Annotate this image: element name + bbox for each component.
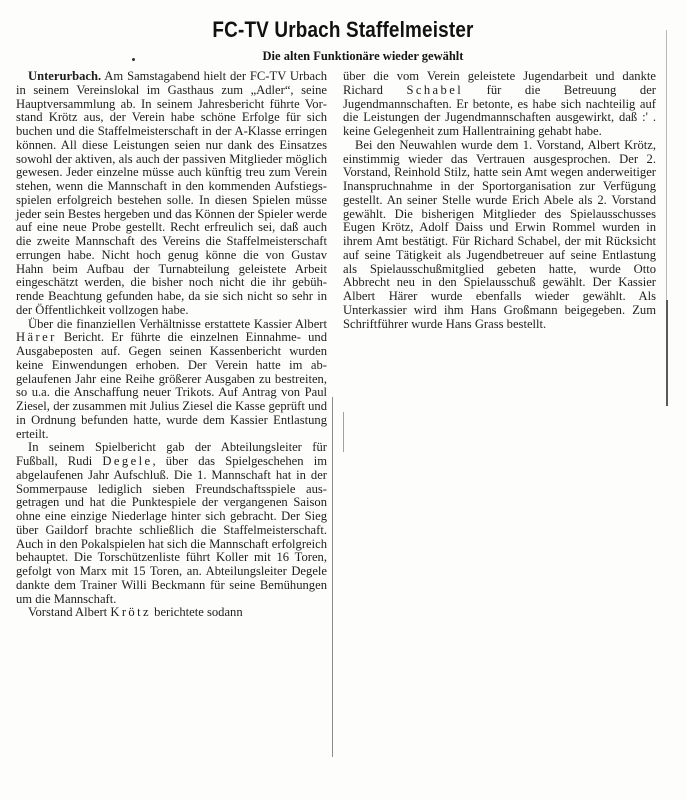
subheadline: Die alten Funktionäre wieder gewählt bbox=[262, 49, 464, 63]
paragraph bbox=[16, 441, 327, 606]
left-column bbox=[16, 70, 327, 620]
paragraph-text: Bericht. Er führte die einzelnen Einnahme- und Ausgabeposten auf. Gegen seinen Kassenbericht wurden keine Einwendungen erhoben. Der Verein hatte im abgelaufenen Jahr eine Reihe größerer Ausgaben zu bestreiten, so u.a. die Anschaffung neuer Trikots. Auf Antrag von Paul Ziesel, der zusammen mit Julius Ziesel die Kasse geprüft und in Ordnung befunden hatte, wurde dem Kassier Entlastung erteilt. bbox=[16, 330, 327, 441]
paragraph-text: für die Betreuung der Jugendmannschaften. Er betonte, es habe sich nachteilig auf die Leistungen der Jugendmannschaften ausgewirkt, daß :' . keine Gelegenheit zum Hallentraining gehabt habe. bbox=[343, 82, 656, 138]
paragraph: Bei den Neuwahlen wurde dem 1. Vorstand, Albert Krötz, einstimmig wieder das Vertrauen ausgesprochen. Der 2. Vorstand, Reinhold Stilz, hatte sein Amt wegen anderweitiger Inanspruchnahme in der Sportorganisation zur Verfügung gestellt. An seiner Stelle wurde Erich Abele als 2. Vorstand gewählt. Die bisherigen Mitglieder des Spielausschusses Eugen Krötz, Adolf Daiss und Erwin Rommel wurden in ihrem Amt bestätigt. Für Richard Schabel, der mit Rücksicht auf seine Tätigkeit als Jugendbetreuer auf seine Entlastung als Spielausschußmitglied gebeten hatte, wurde Otto Abbrecht neu in den Spielausschuß gewählt. Der Kassier Albert Härer wurde ebenfalls wieder gewählt. Als Unterkassier wird ihm Hans Großmann beigegeben. Zum Schriftführer wurde Hans Grass bestellt. bbox=[343, 137, 656, 331]
paragraph-text: In seinem Spielbericht gab der Abteilungsleiter für Fußball, Rudi bbox=[16, 440, 327, 468]
paragraph-text: Über die finanziellen Verhältnisse erstattete Kassier Albert bbox=[28, 316, 327, 331]
paragraph-text: über die vom Verein geleistete Jugendarbeit und dankte Richard bbox=[343, 69, 656, 97]
person-name: Schabel bbox=[406, 82, 464, 97]
dateline: Unterurbach. bbox=[28, 69, 102, 83]
paragraph bbox=[16, 70, 327, 318]
column-rule bbox=[332, 397, 333, 757]
person-name: Härer bbox=[16, 330, 57, 345]
paragraph-text: Am Samstagabend hielt der FC-TV Urbach in seinem Vereinslokal im Gasthaus zum „Adler“, seine Hauptversammlung ab. In seinem Jahresbericht führte Vorstand Krötz aus, der Verein habe schöne Erfolge für sich buchen und die Staffelmeisterschaft in der A-Klasse erringen können. All diese Leistungen seien nur dank des Einsatzes sowohl der aktiven, als auch der passiven Mitglieder möglich gewesen. Jeder einzelne müsse auch künftig treu zum Verein stehen, wenn die Mannschaft in den kommenden Aufstiegsspielen erfolgreich bestehen solle. In diesen Spielen müsse jeder sein Bestes hergeben und das Können der Spieler werde auf eine neue Probe gestellt. Recht erfreulich sei, daß auch die zweite Mannschaft des Vereins die Staffelmeisterschaft errungen habe. Nicht hoch genug könne die von Gustav Hahn beim Aufbau der Turnabteilung geleistete Arbeit eingeschätzt werden, die bisher noch nicht die ihr gebührende Beachtung gefunden habe, da sie sich nicht so sehr in der Öffentlichkeit vollzogen habe. bbox=[16, 69, 327, 317]
column-rule bbox=[666, 30, 667, 320]
paragraph bbox=[343, 70, 656, 139]
person-name: Krötz bbox=[110, 605, 152, 620]
paragraph bbox=[16, 606, 327, 620]
paragraph-text: Vorstand Albert bbox=[28, 605, 111, 620]
paragraph-text: , über das Spielgeschehen im abgelaufenen Jahr Aufschluß. Die 1. Mannschaft hat in der Sommerpause lediglich sieben Freundschaftsspiele ausgetragen und hat die Punktespiele der vergangenen Saison ohne eine einzige Niederlage hinter sich gebracht. Der Sieg über Gaildorf brachte schließlich die Staffelmeisterschaft. Auch in den Pokalspielen hat sich die Mannschaft erfolgreich behauptet. Die Torschützenliste führt Koller mit 16 Toren, gefolgt von Marx mit 15 Toren, an. Abteilungsleiter Degele dankte dem Trainer Willi Beckmann für seine Bemühungen um die Mannschaft. bbox=[16, 454, 328, 606]
right-column bbox=[343, 70, 656, 331]
column-rule bbox=[343, 412, 344, 452]
column-rule bbox=[666, 300, 668, 406]
print-speck bbox=[132, 58, 135, 61]
person-name: Degele bbox=[102, 454, 153, 468]
paragraph bbox=[16, 318, 327, 442]
paragraph-text: berichtete sodann bbox=[151, 605, 243, 620]
headline: FC-TV Urbach Staffelmeister bbox=[212, 17, 474, 42]
